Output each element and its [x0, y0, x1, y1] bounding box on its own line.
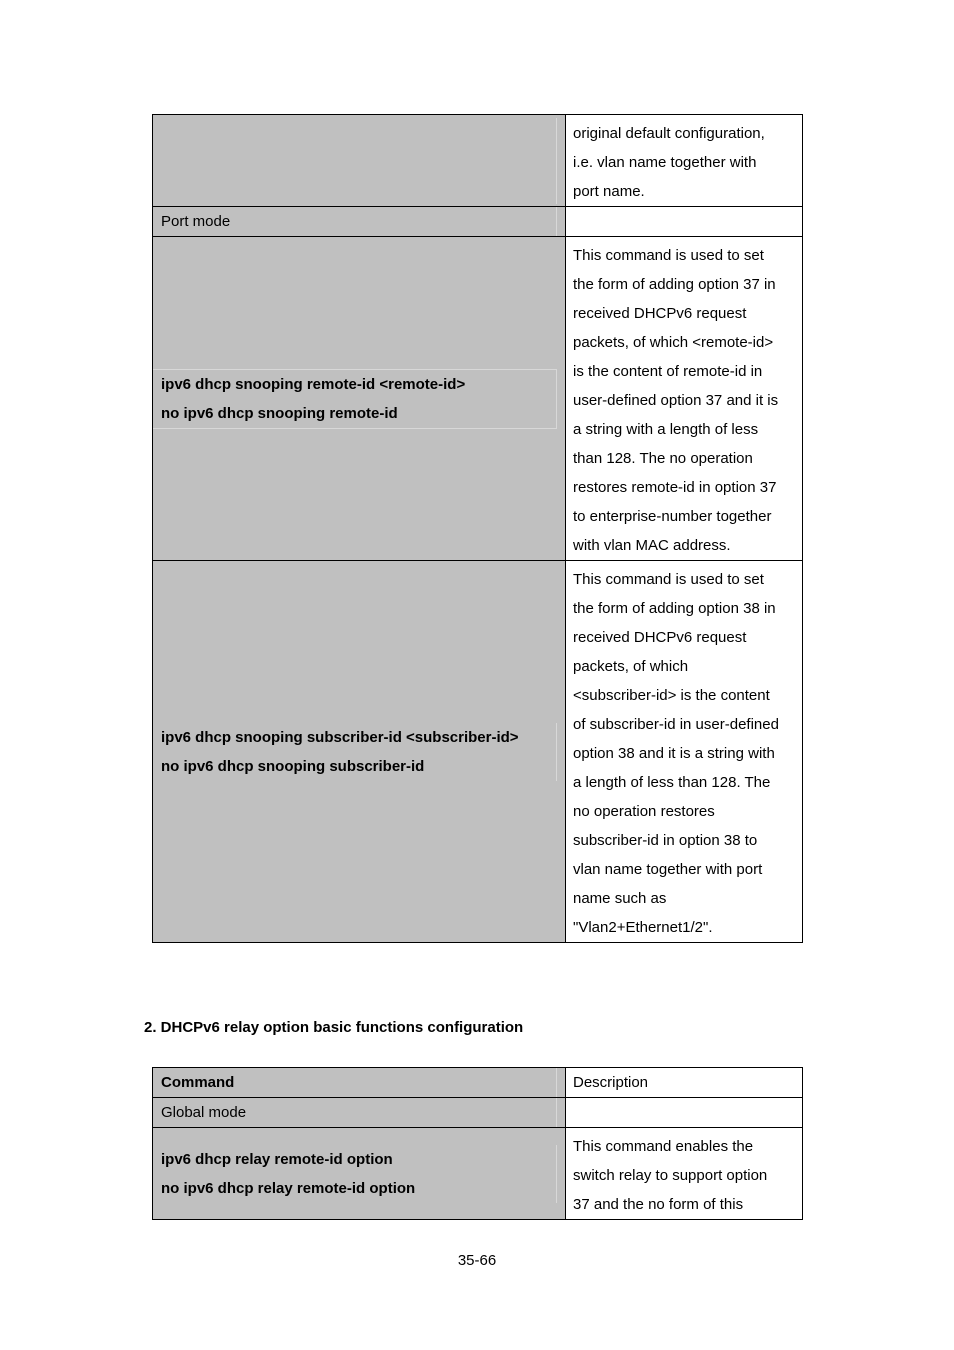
- section-heading: 2. DHCPv6 relay option basic functions configuration: [144, 1019, 524, 1036]
- mode-cell: [153, 1098, 566, 1128]
- description-line: <subscriber-id> is the content: [573, 687, 770, 704]
- description-line: a string with a length of less: [573, 421, 759, 438]
- description-line: is the content of remote-id in: [573, 363, 763, 380]
- description-column-header: Description: [573, 1074, 649, 1091]
- description-cell: [566, 115, 803, 207]
- command-cell: [153, 561, 566, 943]
- description-line: option 38 and it is a string with: [573, 745, 775, 762]
- command-cell: [153, 1128, 566, 1220]
- description-line: of subscriber-id in user-defined: [573, 716, 779, 733]
- description-line: no operation restores: [573, 803, 715, 820]
- command-line: ipv6 dhcp snooping remote-id <remote-id>: [161, 375, 466, 393]
- description-line: to enterprise-number together: [573, 508, 772, 525]
- description-line: original default configuration,: [573, 125, 765, 142]
- command-header-cell: [153, 1068, 566, 1098]
- description-cell: [566, 207, 803, 237]
- command-line: ipv6 dhcp snooping subscriber-id <subscriber-id>: [161, 728, 519, 746]
- mode-label: Port mode: [161, 213, 231, 230]
- description-line: This command enables the: [573, 1138, 754, 1155]
- table-row: [153, 207, 803, 237]
- table-row: [153, 115, 803, 207]
- description-line: user-defined option 37 and it is: [573, 392, 779, 409]
- description-line: with vlan MAC address.: [573, 537, 731, 554]
- description-cell: [566, 237, 803, 561]
- description-line: a length of less than 128. The: [573, 774, 771, 791]
- description-cell: [566, 561, 803, 943]
- description-line: restores remote-id in option 37: [573, 479, 777, 496]
- command-cell: [153, 115, 566, 207]
- command-line: ipv6 dhcp relay remote-id option: [161, 1150, 393, 1168]
- description-line: This command is used to set: [573, 247, 764, 264]
- description-line: than 128. The no operation: [573, 450, 753, 467]
- mode-label: Global mode: [161, 1104, 247, 1121]
- table-row: [153, 1128, 803, 1220]
- description-line: received DHCPv6 request: [573, 629, 747, 646]
- snooping-option-table: [152, 114, 803, 943]
- page-number: 35-66: [457, 1252, 497, 1269]
- description-cell: [566, 1128, 803, 1220]
- description-line: name such as: [573, 890, 667, 907]
- description-line: 37 and the no form of this: [573, 1196, 744, 1213]
- description-line: i.e. vlan name together with: [573, 154, 757, 171]
- table-row: [153, 561, 803, 943]
- command-line: no ipv6 dhcp snooping remote-id: [161, 404, 398, 422]
- table-row: [153, 1098, 803, 1128]
- command-line: no ipv6 dhcp relay remote-id option: [161, 1179, 416, 1197]
- description-line: switch relay to support option: [573, 1167, 768, 1184]
- description-cell: [566, 1098, 803, 1128]
- description-line: vlan name together with port: [573, 861, 763, 878]
- description-line: subscriber-id in option 38 to: [573, 832, 758, 849]
- description-line: This command is used to set: [573, 571, 764, 588]
- description-line: the form of adding option 37 in: [573, 276, 776, 293]
- description-line: packets, of which <remote-id>: [573, 334, 774, 351]
- description-line: port name.: [573, 183, 645, 200]
- mode-cell: [153, 207, 566, 237]
- table-header-row: [153, 1068, 803, 1098]
- command-line: no ipv6 dhcp snooping subscriber-id: [161, 757, 425, 775]
- description-header-cell: [566, 1068, 803, 1098]
- relay-option-table: [152, 1067, 803, 1220]
- description-line: received DHCPv6 request: [573, 305, 747, 322]
- description-line: the form of adding option 38 in: [573, 600, 776, 617]
- command-column-header: Command: [161, 1074, 235, 1091]
- table-row: [153, 237, 803, 561]
- description-line: packets, of which: [573, 658, 689, 675]
- command-cell: [153, 237, 566, 561]
- description-line: "Vlan2+Ethernet1/2".: [573, 919, 713, 936]
